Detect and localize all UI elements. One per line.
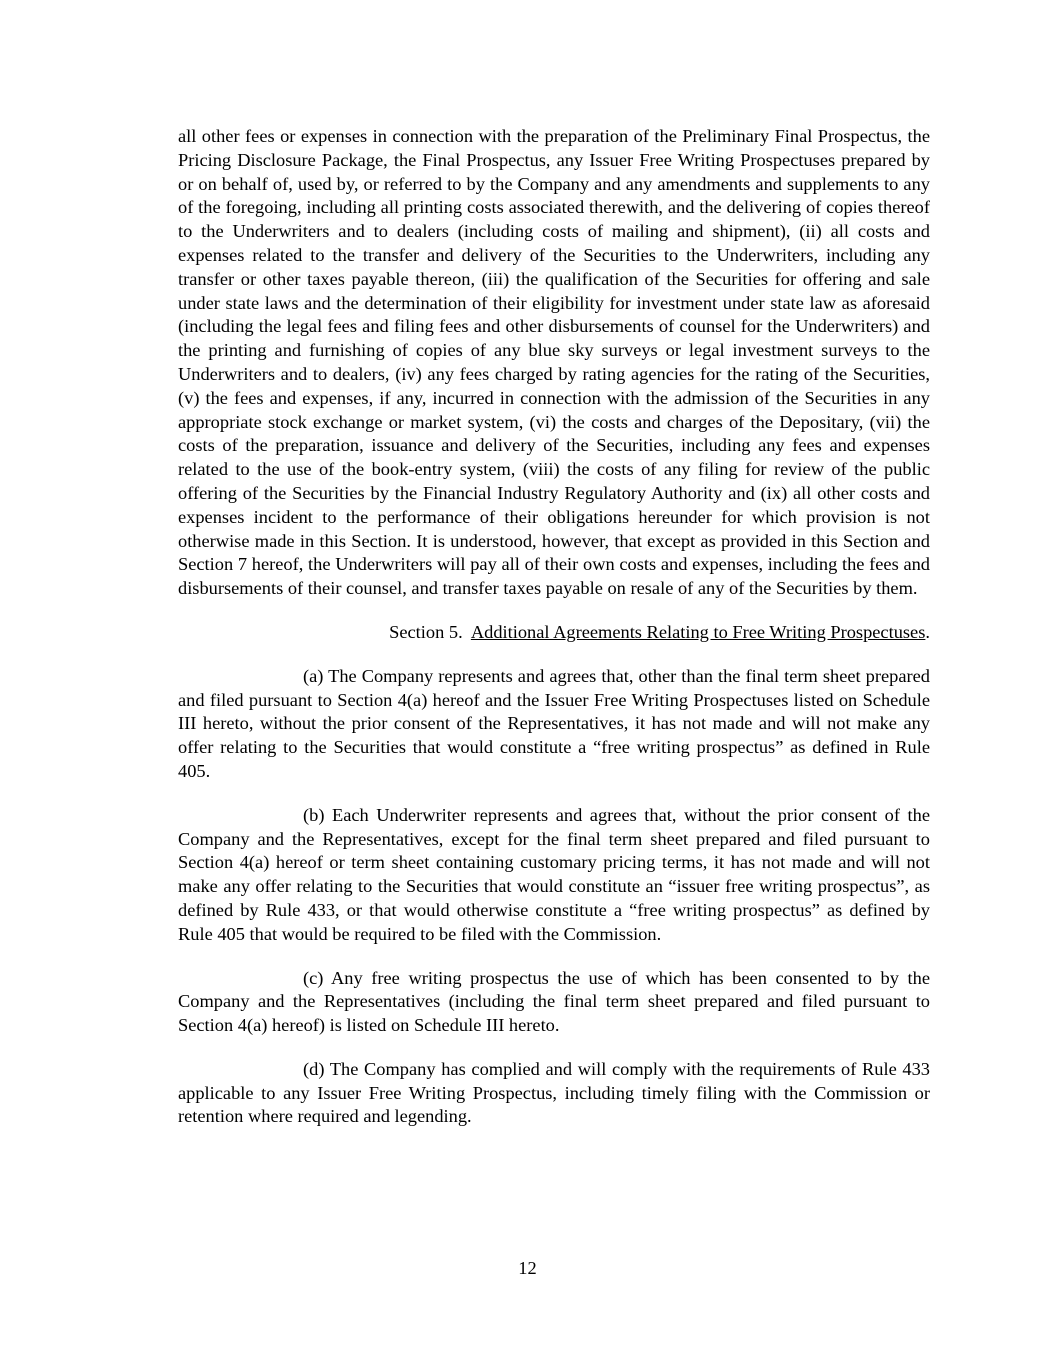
continuation-paragraph: all other fees or expenses in connection with the preparation of the Preliminary Final Prospectus, the Pricing Disclosure Package, the Final Prospectus, any Issuer Free Writing Prospectuses prepared by or on behalf of, used by, or referred to by the Company and any amendments and supplements to any of the foregoing, including all printing costs associated therewith, and the delivering of copies thereof to the Underwriters and to dealers (including costs of mailing and shipment), (ii) all costs and expenses related to the transfer and delivery of the Securities to the Underwriters, including any transfer or other taxes payable thereon, (iii) the qualification of the Securities for offering and sale under state laws and the determination of their eligibility for investment under state law as aforesaid (including the legal fees and filing fees and other disbursements of counsel for the Underwriters) and the printing and furnishing of copies of any blue sky surveys or legal investment surveys to the Underwriters and to dealers, (iv) any fees charged by rating agencies for the rating of the Securities, (v) the fees and expenses, if any, incurred in connection with the admission of the Securities in any appropriate stock exchange or market system, (vi) the costs and charges of the Depositary, (vii) the costs of the preparation, issuance and delivery of the Securities, including any fees and expenses related to the use of the book-entry system, (viii) the costs of any filing for review of the public offering of the Securities by the Financial Industry Regulatory Authority and (ix) all other costs and expenses incident to the performance of their obligations hereunder for which provision is not otherwise made in this Section. It is understood, however, that except as provided in this Section and Section 7 hereof, the Underwriters will pay all of their own costs and expenses, including the fees and disbursements of their counsel, and transfer taxes payable on resale of any of the Securities by them. bbox=[178, 126, 930, 599]
subsection-d: (d) The Company has complied and will comply with the requirements of Rule 433 applicable to any Issuer Free Writing Prospectus, including timely filing with the Commission or retention where required and legending. bbox=[178, 1058, 930, 1127]
page-number: 12 bbox=[518, 1258, 537, 1278]
section-title-period: . bbox=[925, 621, 930, 642]
document-page bbox=[178, 125, 930, 1129]
section-title: Additional Agreements Relating to Free Writing Prospectuses bbox=[470, 621, 926, 642]
section-heading bbox=[178, 621, 930, 645]
subsection-b: (b) Each Underwriter represents and agrees that, without the prior consent of the Company and the Representatives, except for the final term sheet prepared and filed pursuant to Section 4(a) hereof or term sheet containing customary pricing terms, it has not made and will not make any offer relating to the Securities that would constitute an “issuer free writing prospectus”, as defined by Rule 433, or that would otherwise constitute a “free writing prospectus” as defined by Rule 405 that would be required to be filed with the Commission. bbox=[178, 804, 930, 944]
section-label: Section 5. bbox=[389, 621, 463, 642]
subsection-c: (c) Any free writing prospectus the use of which has been consented to by the Company and the Representatives (including the final term sheet prepared and filed pursuant to Section 4(a) hereof) is listed on Schedule III hereto. bbox=[178, 967, 930, 1036]
subsection-a: (a) The Company represents and agrees that, other than the final term sheet prepared and filed pursuant to Section 4(a) hereof and the Issuer Free Writing Prospectuses listed on Schedule III hereto, without the prior consent of the Representatives, it has not made and will not make any offer relating to the Securities that would constitute a “free writing prospectus” as defined in Rule 405. bbox=[178, 665, 930, 781]
